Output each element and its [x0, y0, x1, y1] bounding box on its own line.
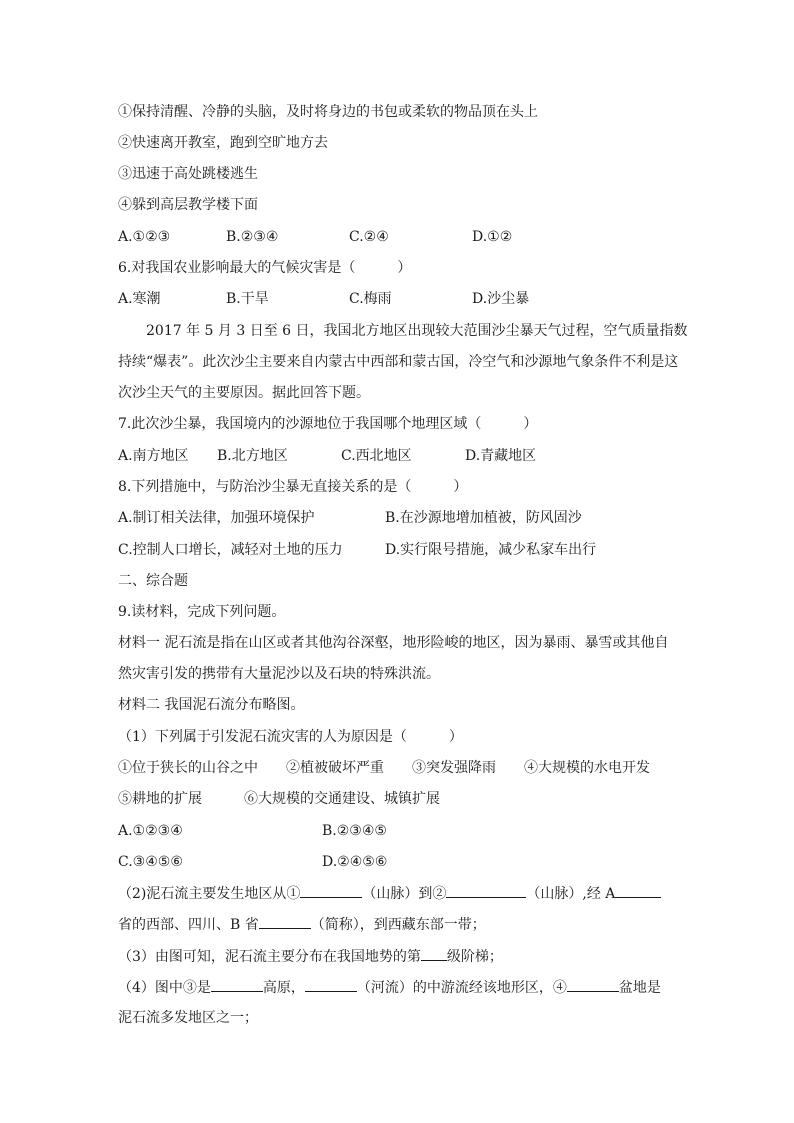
q9-sub2-text-5: （简称），到西藏东部一带； [310, 917, 486, 933]
q9-material1-line-1: 材料一 泥石流是指在山区或者其他沟谷深壑，地形险峻的地区，因为暴雨、暴雪或其他自 [118, 635, 669, 651]
q9-sub4-text-3: （河流）的中游流经该地形区，④ [356, 980, 567, 996]
q5-option-d: D.①② [472, 229, 513, 245]
q8-stem: 8.下列措施中，与防治沙尘暴无直接关系的是（ ） [118, 479, 468, 495]
q5-option-b: B.②③④ [226, 229, 279, 245]
q9-stem: 9.读材料，完成下列问题。 [118, 604, 286, 620]
passage-line-1: 2017 年 5 月 3 日至 6 日，我国北方地区出现较大范围沙尘暴天气过程，空气质量指数 [146, 323, 688, 339]
q8-option-d: D.实行限号措施，减少私家车出行 [385, 542, 597, 558]
q9-sub2-line-2 [118, 914, 486, 935]
q9-sub2-text-4: 省的西部、四川、B 省 [118, 917, 259, 933]
q6-option-b: B.干旱 [226, 291, 269, 307]
answer-blank-8[interactable] [567, 977, 619, 992]
q9-sub2-text-3: （山脉）,经 A [526, 886, 616, 902]
q7-option-c: C.西北地区 [341, 448, 412, 464]
q9-sub1-items-1: ①位于狭长的山谷之中 ②植被破坏严重 ③突发强降雨 ④大规模的水电开发 [118, 760, 650, 776]
q9-sub2-text-1: （2)泥石流主要发生地区从① [118, 886, 301, 902]
passage-line-2: 持续“爆表”。此次沙尘主要来自内蒙古中西部和蒙古国，冷空气和沙源地气象条件不利是这 [118, 354, 679, 370]
q8-option-c: C.控制人口增长，减轻对土地的压力 [118, 542, 343, 558]
q8-option-b: B.在沙源地增加植被，防风固沙 [385, 510, 582, 526]
q9-material1-line-2: 然灾害引发的携带有大量泥沙以及石块的特殊洪流。 [118, 666, 440, 682]
q9-sub1-option-c: C.③④⑤⑥ [118, 854, 183, 870]
q9-sub4-text-1: （4）图中③是 [118, 980, 211, 996]
q9-sub2-line-1 [118, 883, 661, 904]
answer-blank-3[interactable] [615, 883, 661, 898]
q5-option-c: C.②④ [349, 229, 389, 245]
q6-option-c: C.梅雨 [349, 291, 392, 307]
q5-option-a: A.①②③ [118, 229, 171, 245]
section-heading: 二、综合题 [118, 573, 188, 589]
q9-sub3-text-1: （3）由图可知，泥石流主要分布在我国地势的第 [118, 949, 421, 965]
q9-sub1-option-d: D.②④⑤⑥ [322, 854, 388, 870]
q7-option-b: B.北方地区 [217, 448, 288, 464]
q7-stem: 7.此次沙尘暴，我国境内的沙源地位于我国哪个地理区域（ ） [118, 416, 538, 432]
q9-sub4-text-2: 高原， [262, 980, 305, 996]
q5-item-2: ②快速离开教室，跑到空旷地方去 [118, 135, 328, 151]
q5-item-4: ④躲到高层教学楼下面 [118, 197, 258, 213]
q9-sub4-line-1 [118, 977, 661, 998]
passage-line-3: 次沙尘天气的主要原因。据此回答下题。 [118, 385, 370, 401]
answer-blank-1[interactable] [300, 883, 362, 898]
q9-sub1-stem: （1）下列属于引发泥石流灾害的人为原因是（ ） [118, 729, 463, 745]
q7-option-d: D.青藏地区 [465, 448, 537, 464]
q9-sub2-text-2: （山脉）到② [362, 886, 447, 902]
q6-stem: 6.对我国农业影响最大的气候灾害是（ ） [118, 260, 412, 276]
q6-option-d: D.沙尘暴 [472, 291, 530, 307]
q9-sub3 [118, 946, 503, 967]
answer-blank-2[interactable] [446, 883, 526, 898]
q9-sub4-text-4: 盆地是 [618, 980, 661, 996]
q5-item-3: ③迅速于高处跳楼逃生 [118, 166, 258, 182]
answer-blank-6[interactable] [211, 977, 263, 992]
q5-item-1: ①保持清醒、冷静的头脑，及时将身边的书包或柔软的物品顶在头上 [118, 104, 538, 120]
q9-sub1-option-b: B.②③④⑤ [322, 823, 387, 839]
answer-blank-4[interactable] [259, 914, 311, 929]
q9-material2: 材料二 我国泥石流分布略图。 [118, 697, 305, 713]
q9-sub3-text-2: 级阶梯； [446, 949, 503, 965]
answer-blank-5[interactable] [421, 946, 447, 961]
q6-option-a: A.寒潮 [118, 291, 161, 307]
q8-option-a: A.制订相关法律，加强环境保护 [118, 510, 315, 526]
q9-sub1-option-a: A.①②③④ [118, 823, 183, 839]
q7-option-a: A.南方地区 [118, 448, 189, 464]
q9-sub1-items-2: ⑤耕地的扩展 ⑥大规模的交通建设、城镇扩展 [118, 791, 440, 807]
q9-sub4-line-2: 泥石流多发地区之一； [118, 1010, 258, 1026]
answer-blank-7[interactable] [305, 977, 357, 992]
